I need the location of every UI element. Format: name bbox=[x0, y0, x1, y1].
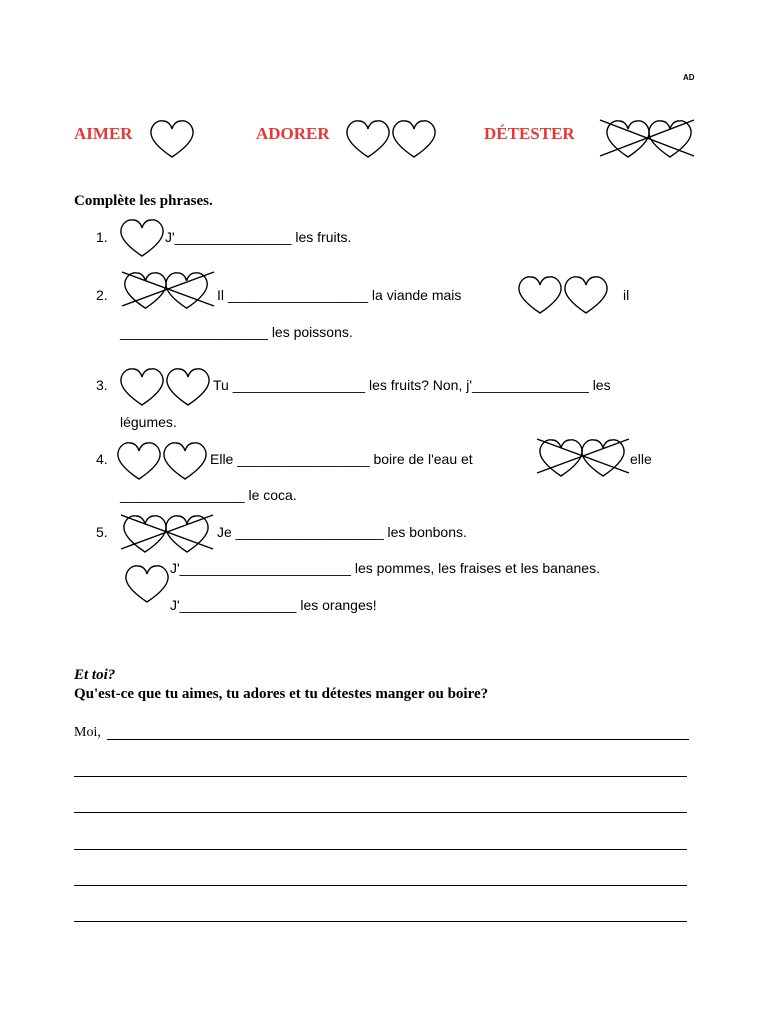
double-heart-icon bbox=[518, 276, 610, 314]
crossed-hearts-icon bbox=[118, 270, 218, 310]
exercise-4-continuation: ________________ le coca. bbox=[120, 487, 297, 503]
exercise-2-sentence: Il __________________ la viande mais bbox=[217, 287, 462, 303]
verb-adorer: ADORER bbox=[256, 124, 330, 143]
section-title: Et toi? bbox=[74, 667, 116, 683]
exercise-3-continuation: légumes. bbox=[120, 414, 177, 430]
double-heart-icon bbox=[346, 120, 438, 158]
heart-icon bbox=[150, 120, 194, 158]
crossed-hearts-icon bbox=[598, 116, 698, 160]
author-initials: AD bbox=[683, 73, 695, 82]
verb-aimer: AIMER bbox=[74, 124, 133, 143]
exercise-2-continuation: ___________________ les poissons. bbox=[120, 324, 353, 340]
open-question: Qu'est-ce que tu aimes, tu adores et tu détestes manger ou boire? bbox=[74, 686, 489, 702]
heart-icon bbox=[120, 219, 164, 257]
heart-icon bbox=[125, 565, 169, 603]
exercise-3-sentence: Tu _________________ les fruits? Non, j'_______________ les bbox=[213, 377, 611, 393]
answer-line[interactable] bbox=[107, 739, 689, 740]
instruction-heading: Complète les phrases. bbox=[74, 193, 213, 209]
exercise-number: 1. bbox=[96, 229, 108, 245]
exercise-4-sentence: Elle _________________ boire de l'eau et bbox=[210, 451, 473, 467]
exercise-5-line-2: J'______________________ les pommes, les fraises et les bananes. bbox=[170, 560, 600, 576]
double-heart-icon bbox=[120, 368, 212, 406]
answer-line[interactable] bbox=[74, 812, 687, 813]
exercise-number: 3. bbox=[96, 377, 108, 393]
answer-line[interactable] bbox=[74, 921, 687, 922]
exercise-number: 5. bbox=[96, 524, 108, 540]
answer-line[interactable] bbox=[74, 849, 687, 850]
exercise-2-subject: il bbox=[623, 287, 630, 303]
answer-prefix: Moi, bbox=[74, 725, 101, 740]
exercise-5-line-3: J'_______________ les oranges! bbox=[170, 597, 377, 613]
answer-line[interactable] bbox=[74, 776, 687, 777]
exercise-number: 4. bbox=[96, 451, 108, 467]
exercise-5-sentence: Je ___________________ les bonbons. bbox=[217, 524, 467, 540]
crossed-hearts-icon bbox=[117, 513, 217, 553]
double-heart-icon bbox=[117, 442, 209, 480]
exercise-number: 2. bbox=[96, 287, 108, 303]
verb-detester: DÉTESTER bbox=[484, 124, 575, 143]
exercise-1-sentence: J'_______________ les fruits. bbox=[165, 229, 352, 245]
exercise-4-subject: elle bbox=[630, 451, 652, 467]
crossed-hearts-icon bbox=[533, 437, 633, 477]
answer-line[interactable] bbox=[74, 885, 687, 886]
